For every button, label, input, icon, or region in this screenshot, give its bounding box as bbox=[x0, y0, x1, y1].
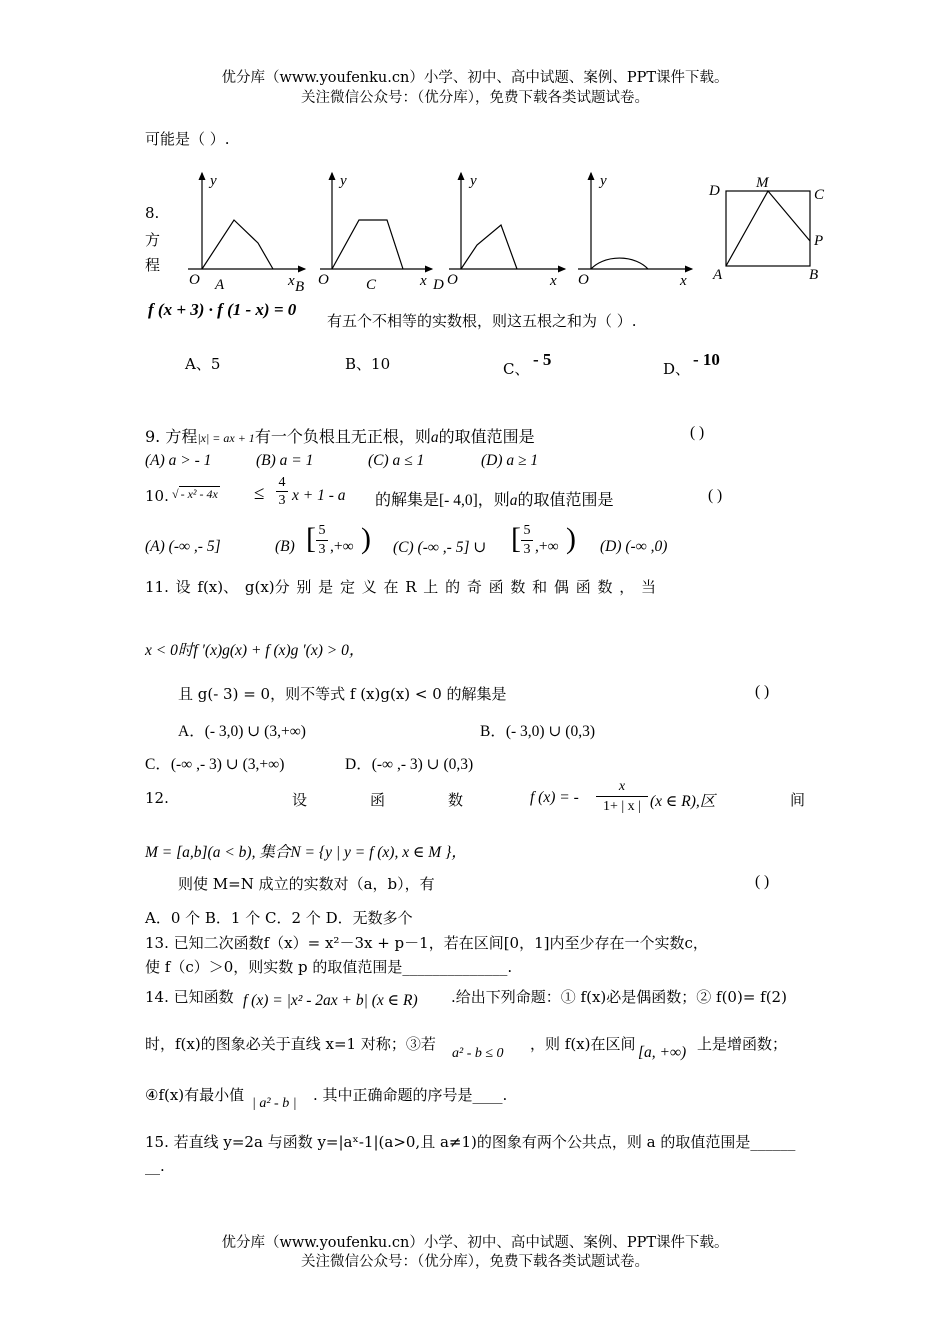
q10-option-c-fraction bbox=[521, 522, 533, 559]
q10-option-c-tail: ,+∞ bbox=[535, 538, 559, 555]
q14-condition: a² - b ≤ 0 bbox=[452, 1046, 504, 1061]
q13-line-1: 13. 已知二次函数f（x）= x²－3x + p－1，若在区间[0，1]内至少存在一个实数c， bbox=[145, 934, 708, 952]
q9-paren: ( ) bbox=[690, 424, 705, 441]
graph-2-c-label: C bbox=[366, 277, 377, 293]
q10-number: 10. bbox=[145, 487, 169, 505]
q14-line-2-b: ，则 f(x)在区间 bbox=[530, 1035, 636, 1053]
q12-frac-den: 1+ | x | bbox=[602, 799, 641, 814]
q10-rest: x + 1 - a bbox=[292, 487, 346, 504]
q8-option-b: B、10 bbox=[345, 355, 391, 373]
q9-equation: |x| = ax + 1 bbox=[197, 431, 255, 445]
q14-line-2-a: 时，f(x)的图象必关于直线 x=1 对称；③若 bbox=[145, 1035, 436, 1053]
q10-opt-c-den: 3 bbox=[523, 542, 531, 557]
q10-opt-b-num: 5 bbox=[316, 522, 328, 541]
graph-1-y-label: y bbox=[210, 173, 217, 189]
q10-a: a bbox=[509, 492, 518, 509]
square-c-label: C bbox=[814, 187, 825, 203]
graph-4 bbox=[578, 173, 692, 289]
q14-function: f (x) = |x² - 2ax + b| (x ∈ R) bbox=[243, 992, 418, 1009]
q10-text-line bbox=[375, 487, 614, 510]
q12-line-2: M = [a,b](a < b), 集合N = {y | y = f (x), x ∈ M }， bbox=[145, 844, 467, 861]
graph-2-y-label: y bbox=[340, 173, 347, 189]
q10-frac-den: 3 bbox=[278, 493, 286, 508]
graph-3-origin: O bbox=[447, 272, 458, 288]
graph-2-origin: O bbox=[318, 272, 329, 288]
q12-fraction bbox=[596, 778, 648, 817]
q10-frac-num: 4 bbox=[276, 475, 288, 492]
q11-line-1: 11. 设 f(x)、 g(x)分 别 是 定 义 在 R 上 的 奇 函 数 和 偶 函 数 ， 当 bbox=[145, 578, 656, 596]
graph-2 bbox=[318, 173, 432, 293]
q12-she: 设 bbox=[292, 791, 308, 809]
q9-prefix: 9. 方程 bbox=[145, 427, 198, 446]
q14-line-1-tail: .给出下列命题：① f(x)必是偶函数；② f(0)= f(2) bbox=[451, 988, 787, 1006]
graph-4-y-label: y bbox=[600, 173, 607, 189]
q14-line-2-c: 上是增函数； bbox=[697, 1035, 788, 1053]
q12-options: A．0 个 B．1 个 C．2 个 D．无数多个 bbox=[145, 909, 413, 927]
q11-option-b: B．(- 3,0) ∪ (0,3) bbox=[480, 723, 596, 740]
q15-line-1: 15. 若直线 y=2a 与函数 y=|aˣ-1|(a>0,且 a≠1)的图象有两个公共点，则 a 的取值范围是______ bbox=[145, 1133, 796, 1151]
q11-paren: ( ) bbox=[755, 683, 770, 700]
q10-opt-b-den: 3 bbox=[318, 542, 326, 557]
graph-1-a-label: A bbox=[215, 277, 225, 293]
q8-word-2: 程 bbox=[145, 256, 161, 274]
q11-line-2: x < 0时f ′(x)g(x) + f (x)g ′(x) > 0， bbox=[145, 642, 365, 659]
q8-option-a: A、5 bbox=[185, 355, 221, 373]
q11-option-a: A．(- 3,0) ∪ (3,+∞) bbox=[178, 723, 306, 740]
q13-line-2: 使 f（c）＞0，则实数 p 的取值范围是______________. bbox=[145, 958, 513, 976]
square-m-label: M bbox=[756, 175, 769, 191]
q14-line-3-b: . 其中正确命题的序号是____. bbox=[313, 1086, 508, 1104]
q8-graphs bbox=[140, 165, 840, 300]
q8-text: 有五个不相等的实数根，则这五根之和为（ ）. bbox=[327, 312, 637, 330]
header-line-2: 关注微信公众号：（优分库），免费下载各类试题试卷。 bbox=[301, 90, 649, 106]
square-b-label: B bbox=[809, 267, 819, 283]
q8-word-1: 方 bbox=[145, 231, 161, 249]
q10-option-b-tail: ,+∞ bbox=[330, 538, 354, 555]
graph-1-x-label: x bbox=[288, 273, 295, 289]
q10-option-c-label: (C) (-∞ ,- 5] ∪ bbox=[393, 539, 487, 556]
q9-tail: 的取值范围是 bbox=[438, 427, 535, 446]
q10-interval: [- 4,0] bbox=[439, 492, 478, 509]
square-a-label: A bbox=[713, 267, 723, 283]
q14-prefix: 14. 已知函数 bbox=[145, 988, 234, 1006]
q15-line-2: __. bbox=[145, 1157, 165, 1175]
q8-option-d-value: - 10 bbox=[693, 350, 720, 369]
graph-3-d-label: D bbox=[433, 277, 444, 293]
q10-text-1: 的解集是 bbox=[375, 490, 440, 509]
graph-4-origin: O bbox=[578, 272, 589, 288]
q9-mid: 有一个负根且无正根，则 bbox=[254, 427, 431, 446]
header-line-1: 优分库（www.youfenku.cn）小学、初中、高中试题、案例、PPT课件下载。 bbox=[221, 70, 729, 86]
footer-line-1: 优分库（www.youfenku.cn）小学、初中、高中试题、案例、PPT课件下载。 bbox=[221, 1235, 729, 1251]
q12-jian: 间 bbox=[790, 791, 806, 809]
q14-line-3-a: ④f(x)有最小值 bbox=[145, 1086, 245, 1104]
q11-option-c: C．(-∞ ,- 3) ∪ (3,+∞) bbox=[145, 756, 285, 773]
graph-1-origin: O bbox=[189, 272, 200, 288]
footer-line-2: 关注微信公众号：（优分库），免费下载各类试题试卷。 bbox=[301, 1254, 649, 1270]
graph-3-y-label: y bbox=[470, 173, 477, 189]
graph-3-x-label: x bbox=[550, 273, 557, 289]
q10-option-b-label: (B) bbox=[275, 538, 295, 555]
q10-text-3: 的取值范围是 bbox=[517, 490, 614, 509]
q10-option-b-fraction bbox=[316, 522, 328, 559]
q14-interval: [a, +∞) bbox=[638, 1044, 687, 1061]
square-figure bbox=[708, 175, 825, 283]
q8-option-c-label: C、 bbox=[503, 360, 530, 378]
q10-option-c-bracket: [ bbox=[511, 522, 521, 555]
q10-text-2: ，则 bbox=[477, 490, 510, 509]
q7-tail: 可能是（ ）. bbox=[145, 130, 230, 148]
q8-option-d-label: D、 bbox=[663, 360, 691, 378]
square-d-label: D bbox=[709, 183, 720, 199]
graph-1-b-label: B bbox=[295, 279, 305, 295]
graph-2-x-label: x bbox=[420, 273, 427, 289]
q10-opt-c-num: 5 bbox=[521, 522, 533, 541]
q12-f-left: f (x) = - bbox=[530, 789, 579, 806]
q10-option-b-close: ) bbox=[361, 522, 371, 555]
q12-line-3: 则使 M=N 成立的实数对（a，b），有 bbox=[178, 875, 435, 893]
q11-line-3: 且 g(- 3) = 0，则不等式 f (x)g(x) < 0 的解集是 bbox=[178, 685, 507, 703]
q9-option-b: (B) a = 1 bbox=[256, 452, 314, 469]
q10-option-b-bracket: [ bbox=[306, 522, 316, 555]
q9-option-a: (A) a > - 1 bbox=[145, 452, 212, 469]
q12-han: 函 bbox=[370, 791, 386, 809]
q12-shu: 数 bbox=[448, 791, 464, 809]
q9-option-d: (D) a ≥ 1 bbox=[481, 452, 539, 469]
square-p-label: P bbox=[814, 233, 824, 249]
q8-equation: f (x + 3) · f (1 - x) = 0 bbox=[148, 300, 297, 319]
q8-number: 8. bbox=[145, 204, 160, 222]
graph-4-x-label: x bbox=[680, 273, 687, 289]
q12-frac-num: x bbox=[596, 778, 648, 797]
q10-root-content: - x² - 4x bbox=[180, 487, 218, 501]
q10-option-d: (D) (-∞ ,0) bbox=[600, 538, 668, 555]
q10-option-c-close: ) bbox=[566, 522, 576, 555]
q14-minimum: | a² - b | bbox=[252, 1096, 297, 1111]
q10-root: √ - x² - 4x bbox=[172, 487, 218, 501]
q12-f-right: (x ∈ R),区 bbox=[650, 793, 716, 810]
q10-option-a: (A) (-∞ ,- 5] bbox=[145, 538, 221, 555]
graph-3 bbox=[432, 173, 565, 293]
q11-option-d: D．(-∞ ,- 3) ∪ (0,3) bbox=[345, 756, 474, 773]
q10-paren: ( ) bbox=[708, 487, 723, 504]
q10-leq: ≤ bbox=[254, 483, 265, 504]
q10-fraction bbox=[276, 475, 288, 510]
q8-option-c-value: - 5 bbox=[533, 350, 552, 369]
q12-number: 12. bbox=[145, 789, 169, 807]
q12-paren: ( ) bbox=[755, 873, 770, 890]
q9-option-c: (C) a ≤ 1 bbox=[368, 452, 425, 469]
graph-1 bbox=[188, 173, 305, 295]
q9-a: a bbox=[430, 429, 439, 446]
q9-line bbox=[145, 424, 535, 447]
